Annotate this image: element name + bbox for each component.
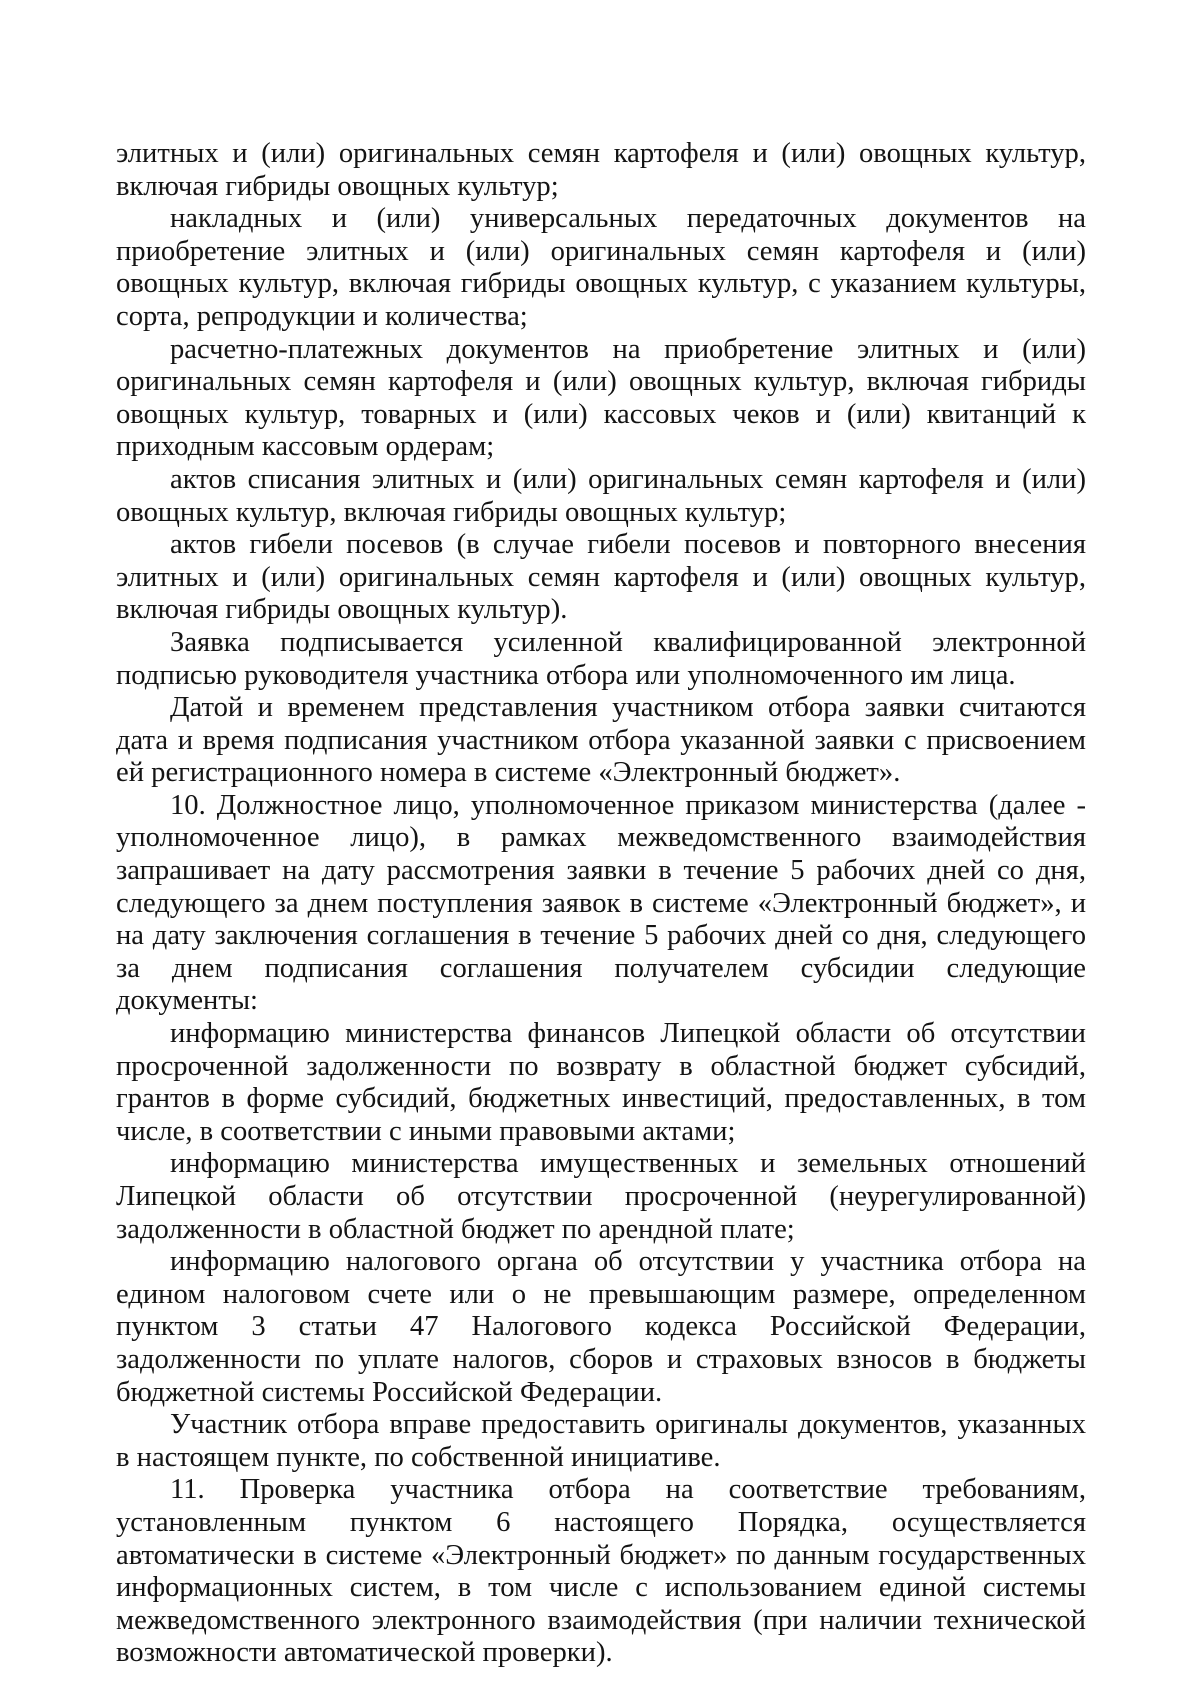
paragraph-item-10: 10. Должностное лицо, уполномоченное приказом министерства (далее - уполномоченное лицо), в рамках межведомственного взаимодействия запрашивает на дату рассмотрения заявки в течение 5 рабочих дней со дня, следующего за днем поступления заявок в системе «Электронный бюджет», и на дату заключения соглашения в течение 5 рабочих дней со дня, следующего за днем подписания соглашения получателем субсидии следующие документы: bbox=[116, 789, 1086, 1017]
paragraph-continuation: элитных и (или) оригинальных семян картофеля и (или) овощных культур, включая гибриды овощных культур; bbox=[116, 138, 1086, 202]
paragraph-originals: Участник отбора вправе предоставить оригиналы документов, указанных в настоящем пункте, по собственной инициативе. bbox=[116, 1409, 1086, 1473]
paragraph-finance-ministry-info: информацию министерства финансов Липецкой области об отсутствии просроченной задолженности по возврату в областной бюджет субсидий, грантов в форме субсидий, бюджетных инвестиций, предоставленных, в том числе, в соответствии с иными правовыми актами; bbox=[116, 1018, 1086, 1147]
document-page bbox=[116, 138, 1086, 1670]
paragraph-item-11: 11. Проверка участника отбора на соответствие требованиям, установленным пунктом 6 настоящего Порядка, осуществляется автоматически в системе «Электронный бюджет» по данным государственных информационных систем, в том числе с использованием единой системы межведомственного электронного взаимодействия (при наличии технической возможности автоматической проверки). bbox=[116, 1474, 1086, 1669]
paragraph-write-off-acts: актов списания элитных и (или) оригинальных семян картофеля и (или) овощных культур, включая гибриды овощных культур; bbox=[116, 463, 1086, 528]
paragraph-crop-loss-acts: актов гибели посевов (в случае гибели посевов и повторного внесения элитных и (или) оригинальных семян картофеля и (или) овощных культур, включая гибриды овощных культур). bbox=[116, 529, 1086, 626]
paragraph-property-ministry-info: информацию министерства имущественных и земельных отношений Липецкой области об отсутствии просроченной (неурегулированной) задолженности в областной бюджет по арендной плате; bbox=[116, 1148, 1086, 1245]
paragraph-submission-date: Датой и временем представления участником отбора заявки считаются дата и время подписания участником отбора указанной заявки с присвоением ей регистрационного номера в системе «Электронный бюджет». bbox=[116, 692, 1086, 789]
paragraph-waybills: накладных и (или) универсальных передаточных документов на приобретение элитных и (или) оригинальных семян картофеля и (или) овощных культур, включая гибриды овощных культур, с указанием культуры, сорта, репродукции и количества; bbox=[116, 203, 1086, 332]
paragraph-signature: Заявка подписывается усиленной квалифицированной электронной подписью руководителя участника отбора или уполномоченного им лица. bbox=[116, 626, 1086, 691]
paragraph-payment-documents: расчетно-платежных документов на приобретение элитных и (или) оригинальных семян картофеля и (или) овощных культур, включая гибриды овощных культур, товарных и (или) кассовых чеков и (или) квитанций к приходным кассовым ордерам; bbox=[116, 333, 1086, 463]
paragraph-tax-authority-info: информацию налогового органа об отсутствии у участника отбора на едином налоговом счете или о не превышающим размере, определенном пунктом 3 статьи 47 Налогового кодекса Российской Федерации, задолженности по уплате налогов, сборов и страховых взносов в бюджеты бюджетной системы Российской Федерации. bbox=[116, 1246, 1086, 1408]
